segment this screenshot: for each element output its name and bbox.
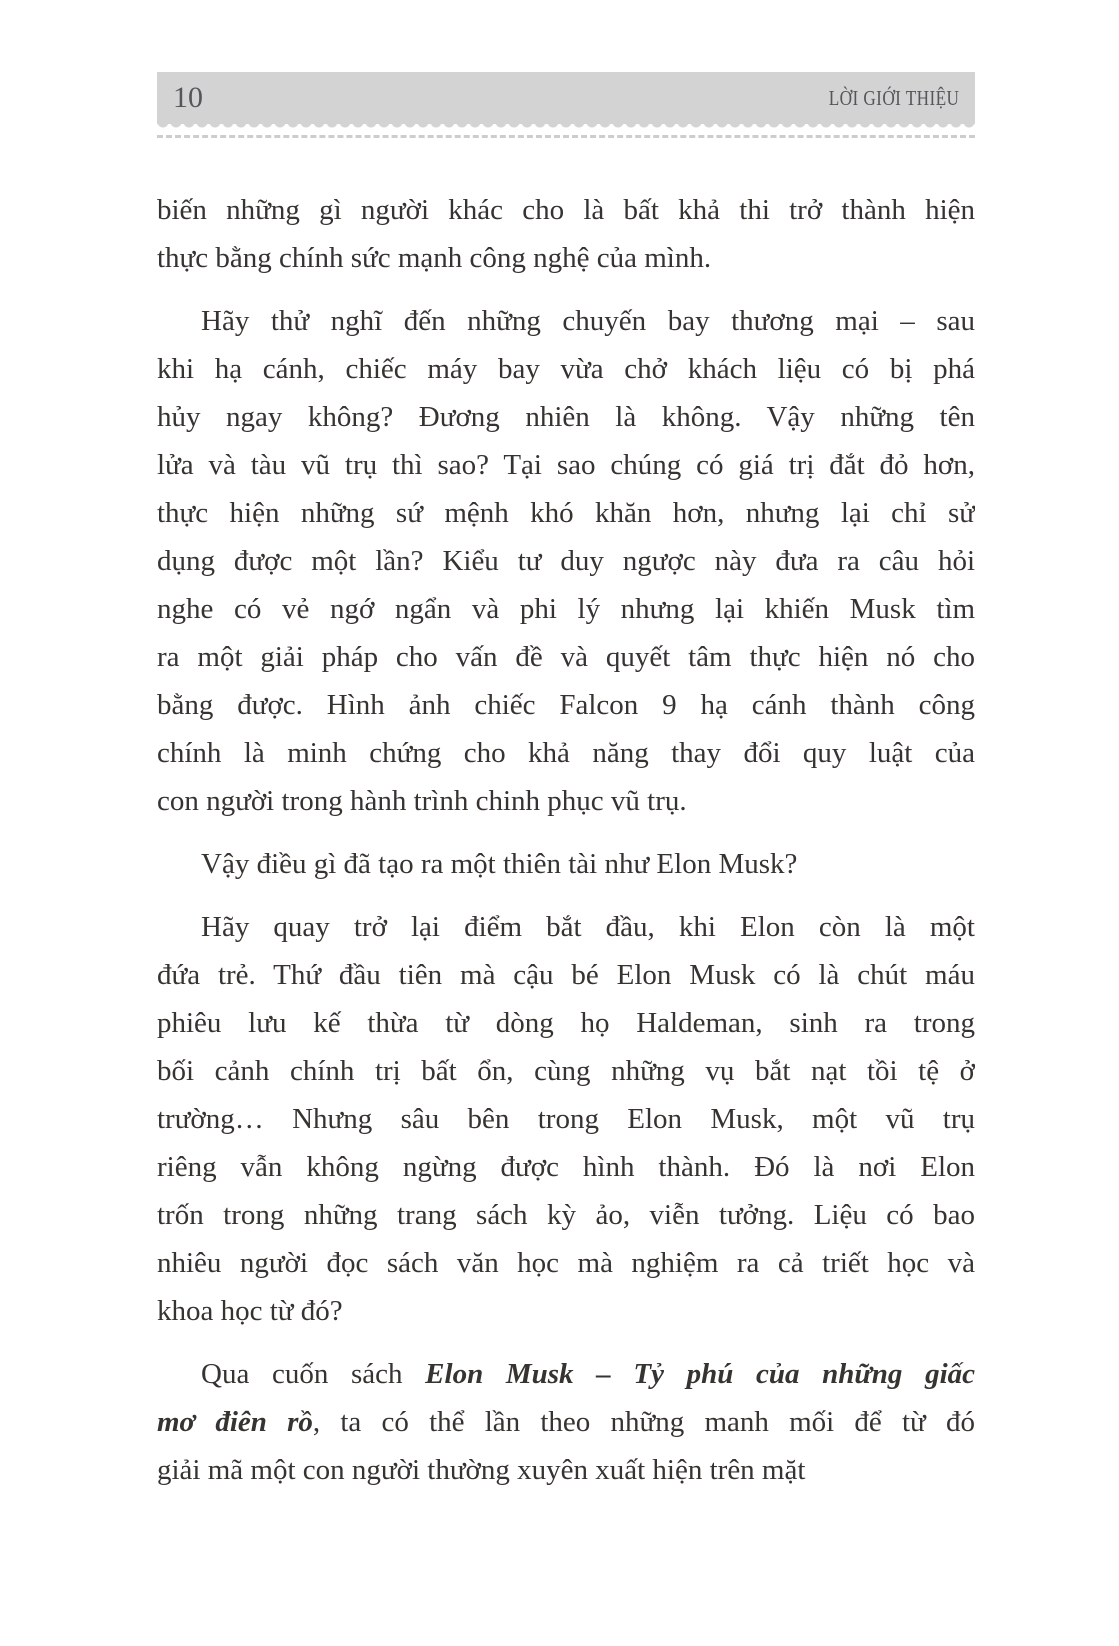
page-number: 10 xyxy=(173,81,203,114)
text-line xyxy=(157,840,975,888)
text-segment: hủy ngay không? Đương nhiên là không. Vậy những tên xyxy=(157,401,975,433)
text-segment: dụng được một lần? Kiểu tư duy ngược này đưa ra câu hỏi xyxy=(157,545,975,577)
text-segment: trường… Nhưng sâu bên trong Elon Musk, một vũ trụ xyxy=(157,1103,975,1135)
paragraph xyxy=(157,186,975,282)
text-line xyxy=(157,903,975,951)
text-line xyxy=(157,681,975,729)
text-line xyxy=(157,1398,975,1446)
text-line xyxy=(157,777,975,825)
text-segment: Qua cuốn sách xyxy=(201,1358,426,1390)
text-line xyxy=(157,441,975,489)
text-segment: con người trong hành trình chinh phục vũ trụ. xyxy=(157,785,687,817)
paragraph xyxy=(157,297,975,825)
text-line xyxy=(157,297,975,345)
text-segment: nhiêu người đọc sách văn học mà nghiệm ra cả triết học và xyxy=(157,1247,975,1279)
section-title: LỜI GIỚI THIỆU xyxy=(828,85,959,110)
scallop-edge-decoration xyxy=(157,124,975,131)
paragraph xyxy=(157,1350,975,1494)
text-line xyxy=(157,537,975,585)
text-line xyxy=(157,999,975,1047)
text-segment: nghe có vẻ ngớ ngẩn và phi lý nhưng lại khiến Musk tìm xyxy=(157,593,975,625)
text-line xyxy=(157,489,975,537)
text-line xyxy=(157,585,975,633)
text-line xyxy=(157,1287,975,1335)
text-segment: giải mã một con người thường xuyên xuất hiện trên mặt xyxy=(157,1454,806,1486)
text-segment: khoa học từ đó? xyxy=(157,1295,343,1327)
text-line xyxy=(157,729,975,777)
text-segment: , ta có thể lần theo những manh mối để từ đó xyxy=(312,1406,975,1438)
text-segment: bằng được. Hình ảnh chiếc Falcon 9 hạ cánh thành công xyxy=(157,689,975,721)
text-segment: Vậy điều gì đã tạo ra một thiên tài như Elon Musk? xyxy=(201,848,798,880)
text-segment: khi hạ cánh, chiếc máy bay vừa chở khách liệu có bị phá xyxy=(157,353,975,385)
book-title-emphasis: mơ điên rồ xyxy=(157,1406,313,1438)
running-header xyxy=(157,72,975,124)
text-line xyxy=(157,393,975,441)
body-text xyxy=(157,186,975,1494)
text-segment: phiêu lưu kế thừa từ dòng họ Haldeman, sinh ra trong xyxy=(157,1007,975,1039)
text-line xyxy=(157,1047,975,1095)
text-segment: lửa và tàu vũ trụ thì sao? Tại sao chúng có giá trị đắt đỏ hơn, xyxy=(157,449,975,481)
text-line xyxy=(157,345,975,393)
text-line xyxy=(157,234,975,282)
text-line xyxy=(157,1095,975,1143)
text-segment: thực bằng chính sức mạnh công nghệ của mình. xyxy=(157,242,712,274)
text-line xyxy=(157,1239,975,1287)
text-line xyxy=(157,633,975,681)
text-segment: trốn trong những trang sách kỳ ảo, viễn tưởng. Liệu có bao xyxy=(157,1199,975,1231)
text-segment: biến những gì người khác cho là bất khả thi trở thành hiện xyxy=(157,194,975,226)
text-segment: riêng vẫn không ngừng được hình thành. Đó là nơi Elon xyxy=(157,1151,975,1183)
text-segment: chính là minh chứng cho khả năng thay đổi quy luật của xyxy=(157,737,975,769)
text-segment: thực hiện những sứ mệnh khó khăn hơn, nhưng lại chỉ sử xyxy=(157,497,975,529)
text-line xyxy=(157,1191,975,1239)
text-line xyxy=(157,951,975,999)
text-line xyxy=(157,186,975,234)
dashed-divider xyxy=(157,135,975,138)
text-line xyxy=(157,1446,975,1494)
text-line xyxy=(157,1350,975,1398)
text-segment: đứa trẻ. Thứ đầu tiên mà cậu bé Elon Musk có là chút máu xyxy=(157,959,975,991)
text-segment: Hãy quay trở lại điểm bắt đầu, khi Elon còn là một xyxy=(201,911,975,943)
paragraph xyxy=(157,903,975,1335)
page-column xyxy=(157,72,975,1494)
text-segment: ra một giải pháp cho vấn đề và quyết tâm thực hiện nó cho xyxy=(157,641,975,673)
text-line xyxy=(157,1143,975,1191)
paragraph xyxy=(157,840,975,888)
text-segment: bối cảnh chính trị bất ổn, cùng những vụ bắt nạt tồi tệ ở xyxy=(157,1055,975,1087)
text-segment: Hãy thử nghĩ đến những chuyến bay thương mại – sau xyxy=(201,305,975,337)
book-title-emphasis: Elon Musk – Tỷ phú của những giấc xyxy=(425,1358,975,1390)
